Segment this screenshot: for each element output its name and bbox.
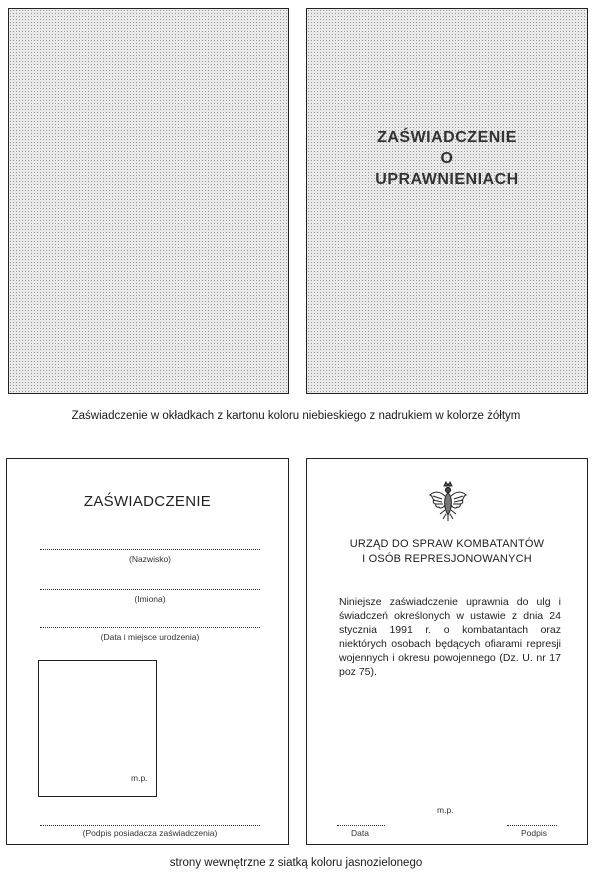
caption-cover: Zaświadczenie w okładkach z kartonu koloru niebieskiego z nadrukiem w kolorze żółtym — [71, 410, 521, 422]
office-name-line-1: URZĄD DO SPRAW KOMBATANTÓW — [349, 538, 545, 550]
cover-title-line-2: O — [440, 150, 454, 167]
entitlement-text: Niniejsze zaświadczenie uprawnia do ulg i świadczeń określonych w ustawie z dnia 24 stycznia 1991 r. o kombatantach oraz niektórych osobach będących ofiarami represji wojennych i okresu powojennego (Dz. U. nr 17 poz 75). — [339, 596, 561, 678]
official-signature-line — [507, 825, 557, 826]
birth-label: (Data i miejsce urodzenia) — [100, 632, 200, 642]
photo-stamp-label: m.p. — [131, 773, 148, 783]
surname-line — [40, 549, 260, 550]
official-signature-label: Podpis — [521, 828, 547, 838]
cover-title-line-3: UPRAWNIENIACH — [375, 171, 519, 188]
date-label: Data — [351, 828, 369, 838]
given-names-line — [40, 589, 260, 590]
polish-eagle-icon — [428, 481, 468, 523]
inner-page-title: ZAŚWIADCZENIE — [83, 493, 212, 510]
caption-inner-pages: strony wewnętrzne z siatką koloru jasnozielonego — [169, 857, 423, 869]
date-line — [337, 825, 385, 826]
cover-front-panel — [306, 8, 588, 394]
cover-title — [307, 127, 587, 190]
surname-label: (Nazwisko) — [128, 554, 172, 564]
office-stamp-label: m.p. — [437, 805, 454, 815]
photo-box — [38, 660, 157, 797]
birth-line — [40, 627, 260, 628]
given-names-label: (Imiona) — [134, 594, 166, 604]
holder-signature-line — [40, 825, 260, 826]
cover-back-panel — [8, 8, 289, 394]
inner-right-page — [306, 458, 588, 845]
office-name-line-2: I OSÓB REPRESJONOWANYCH — [362, 553, 532, 565]
inner-left-page — [6, 458, 289, 845]
holder-signature-label: (Podpis posiadacza zaświadczenia) — [82, 828, 218, 838]
cover-title-line-1: ZAŚWIADCZENIE — [377, 129, 517, 146]
office-name — [307, 537, 587, 567]
